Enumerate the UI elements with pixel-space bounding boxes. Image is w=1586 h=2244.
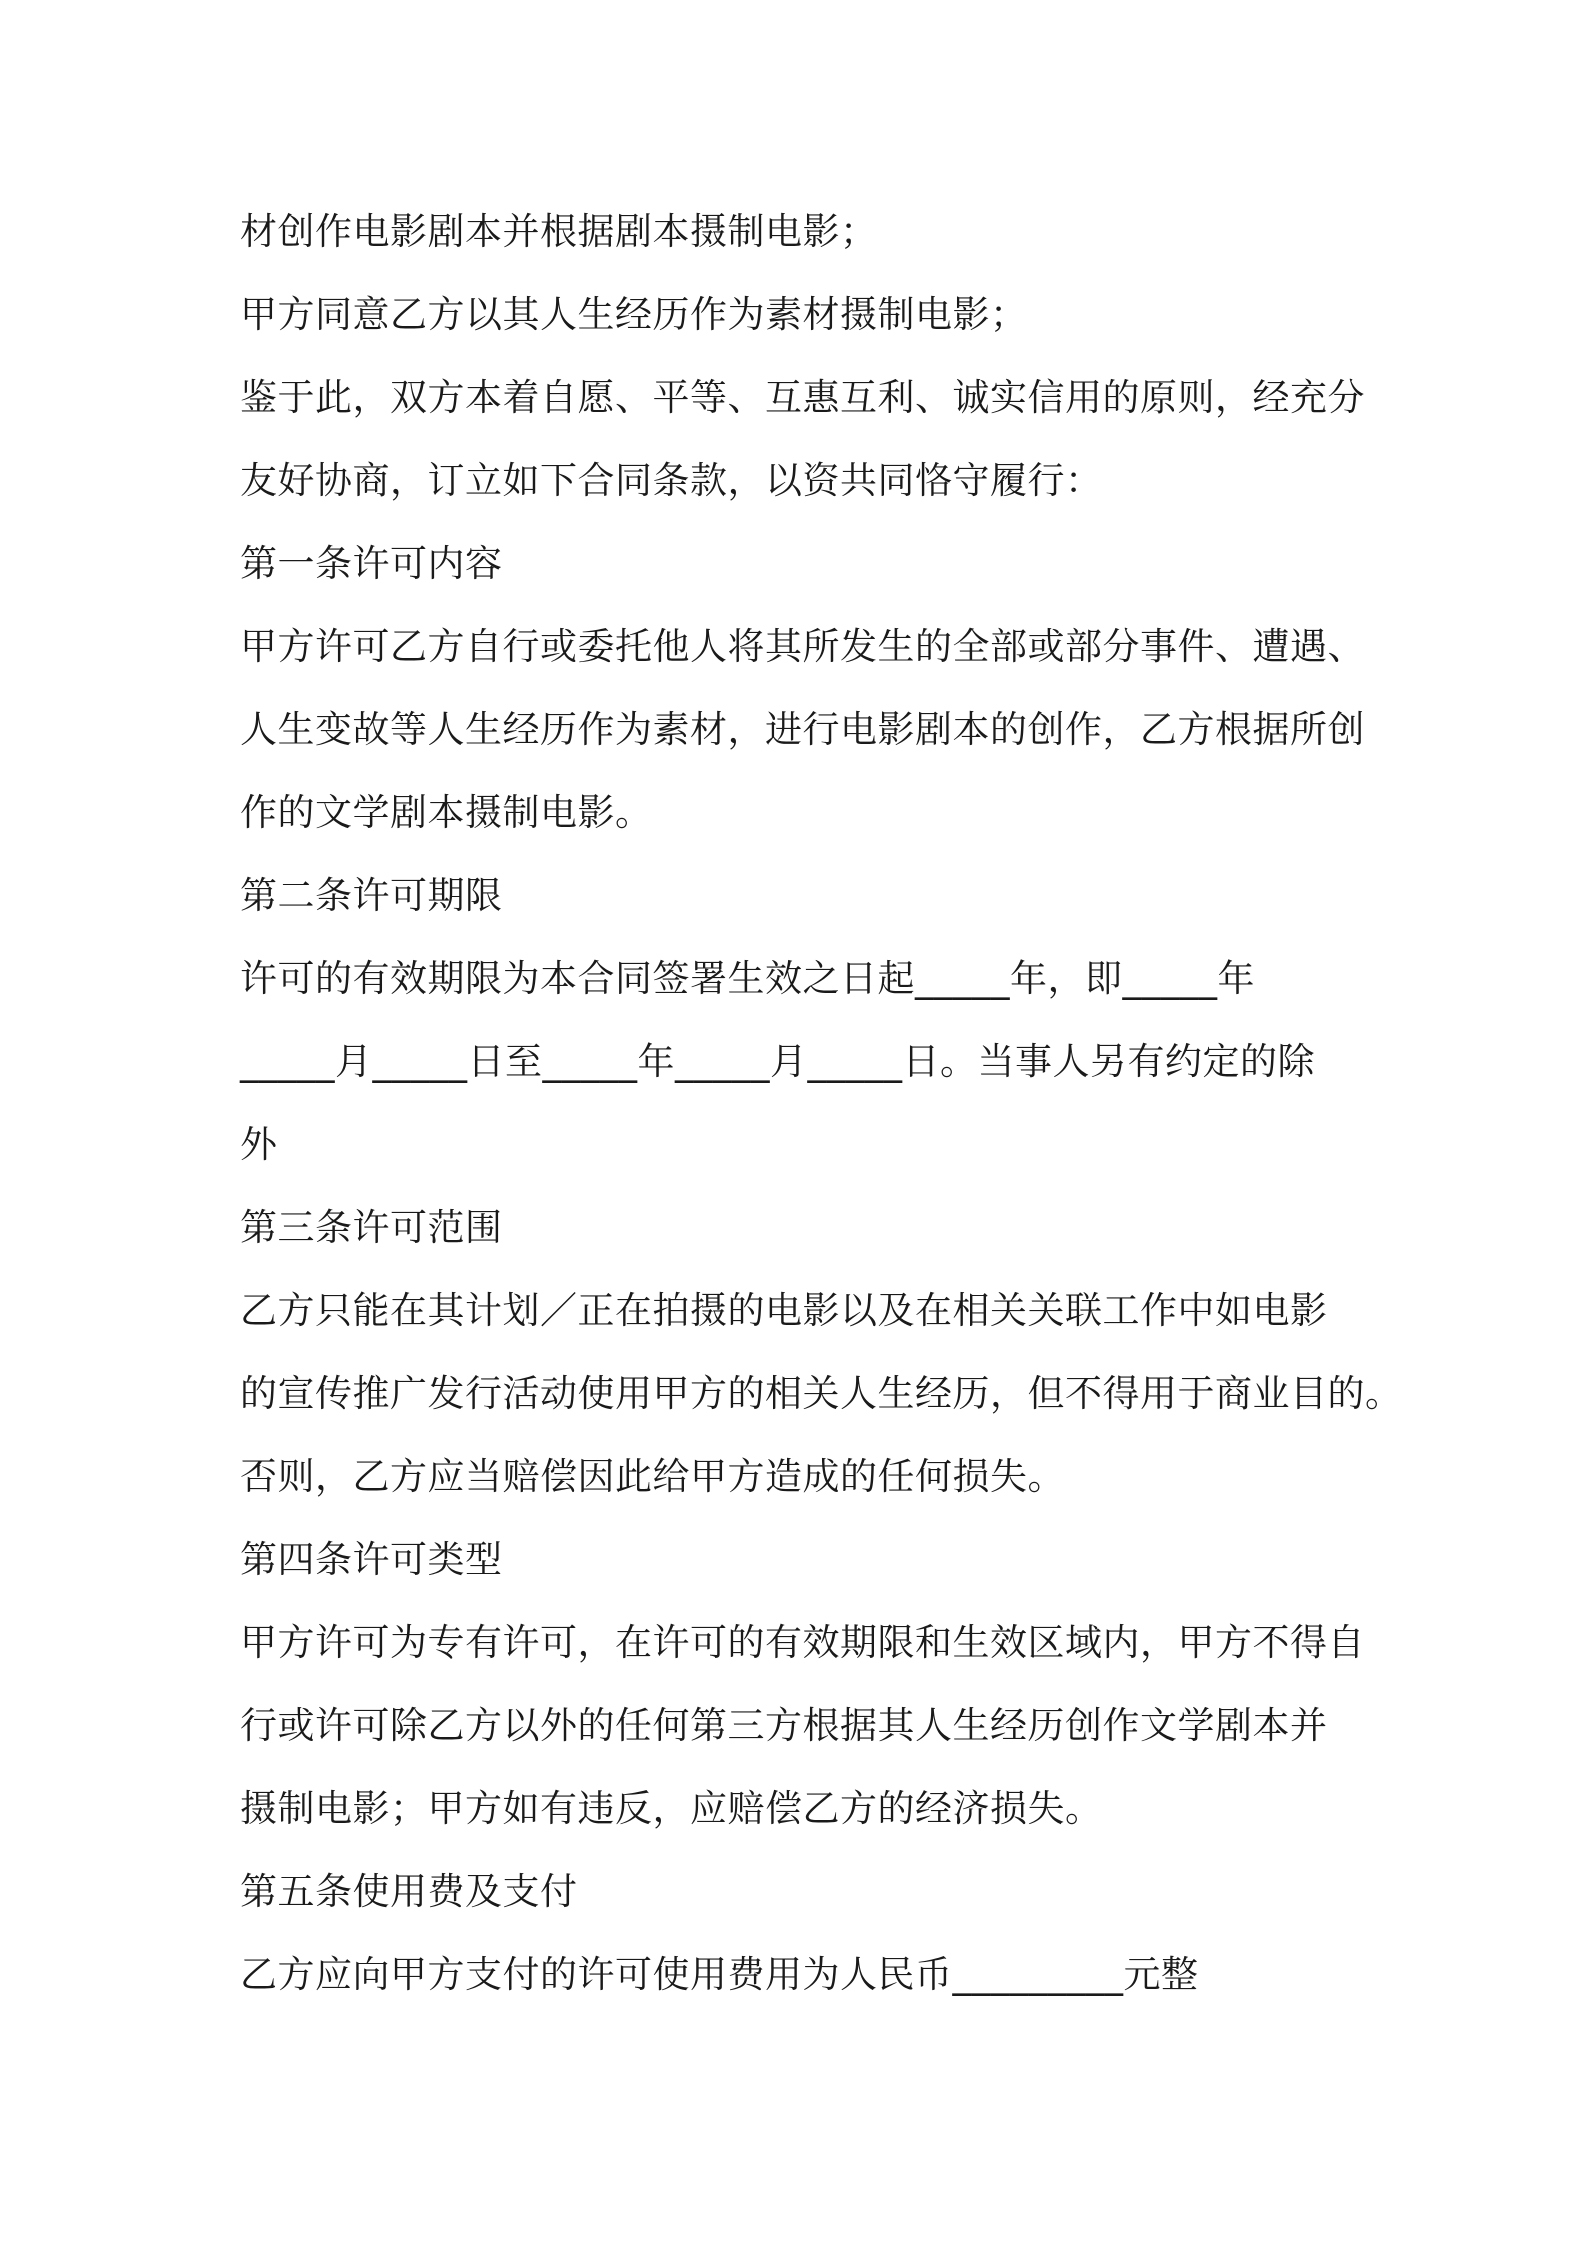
text-line: 乙方只能在其计划／正在拍摄的电影以及在相关关联工作中如电影 <box>240 1289 1328 1332</box>
section-heading: 第一条许可内容 <box>240 542 503 585</box>
text-line: 行或许可除乙方以外的任何第三方根据其人生经历创作文学剧本并 <box>240 1704 1328 1747</box>
text-line: 外 <box>240 1123 278 1166</box>
section-heading: 第四条许可类型 <box>240 1538 503 1581</box>
section-heading: 第二条许可期限 <box>240 874 503 917</box>
section-heading: 第三条许可范围 <box>240 1206 503 1249</box>
text-line: 乙方应向甲方支付的许可使用费用为人民币_________元整 <box>240 1953 1199 1996</box>
text-line: 否则，乙方应当赔偿因此给甲方造成的任何损失。 <box>240 1455 1065 1498</box>
text-line: 人生变故等人生经历作为素材，进行电影剧本的创作，乙方根据所创 <box>240 708 1365 751</box>
text-line: 甲方许可乙方自行或委托他人将其所发生的全部或部分事件、遭遇、 <box>240 625 1365 668</box>
section-heading: 第五条使用费及支付 <box>240 1870 578 1913</box>
text-line: 摄制电影；甲方如有违反，应赔偿乙方的经济损失。 <box>240 1787 1103 1830</box>
text-line: _____月_____日至_____年_____月_____日。当事人另有约定的除 <box>240 1040 1315 1083</box>
text-line: 甲方同意乙方以其人生经历作为素材摄制电影； <box>240 293 1028 336</box>
text-line: 材创作电影剧本并根据剧本摄制电影； <box>240 210 878 253</box>
text-line: 鉴于此，双方本着自愿、平等、互惠互利、诚实信用的原则，经充分 <box>240 376 1365 419</box>
text-line: 许可的有效期限为本合同签署生效之日起_____年，即_____年 <box>240 957 1255 1000</box>
text-line: 作的文学剧本摄制电影。 <box>240 791 653 834</box>
text-line: 的宣传推广发行活动使用甲方的相关人生经历，但不得用于商业目的。 <box>240 1372 1403 1415</box>
text-line: 友好协商，订立如下合同条款，以资共同恪守履行： <box>240 459 1103 502</box>
text-line: 甲方许可为专有许可，在许可的有效期限和生效区域内，甲方不得自 <box>240 1621 1365 1664</box>
